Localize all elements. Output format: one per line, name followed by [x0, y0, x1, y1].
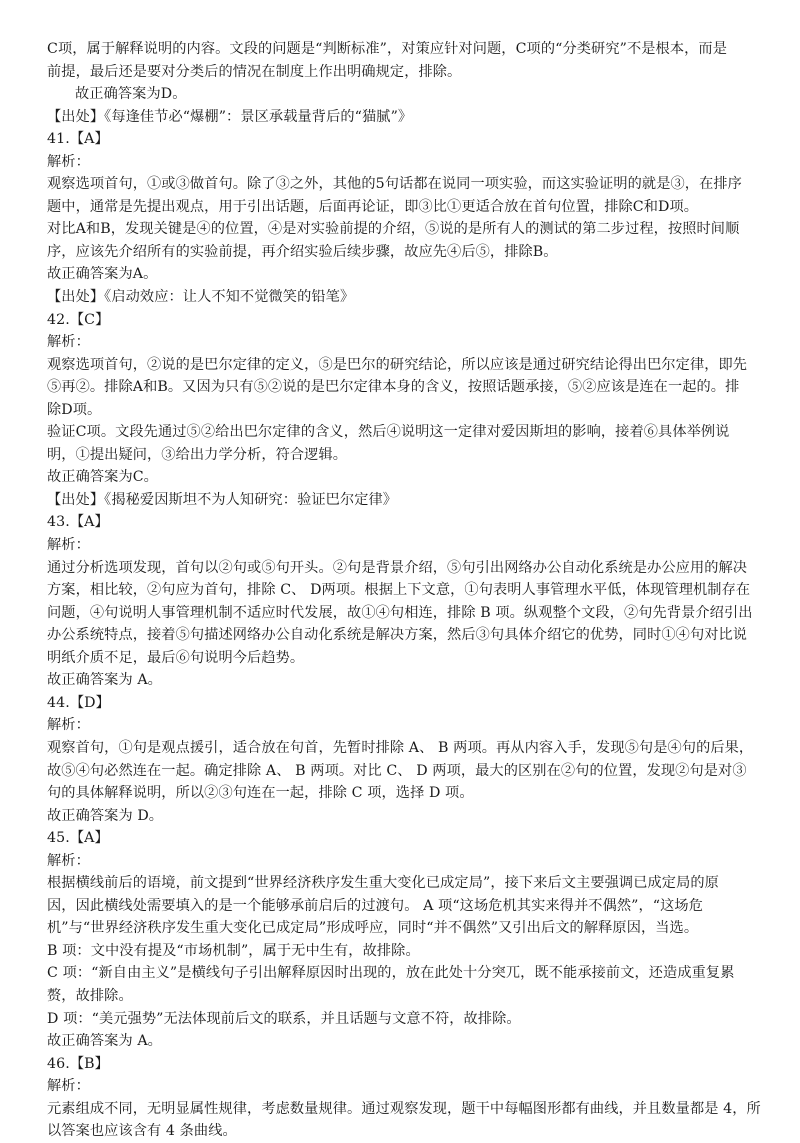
answer-line: 故正确答案为 A。: [47, 1033, 162, 1050]
qnum-block: [47, 827, 762, 850]
question-number-line: 42.【C】: [47, 311, 110, 328]
analysis-label-line: 解析：: [47, 334, 90, 351]
source-block: [47, 106, 762, 129]
para-block: [47, 962, 762, 1007]
body-text-line: 观察首句，①句是观点援引，适合放在句首，先暂时排除 A、 B 两项。再从内容入手，发现⑤句是④句的后果，: [47, 739, 754, 756]
body-text-line: 因，因此横线处需要填入的是一个能够承前启后的过渡句。 A 项“这场危机其实来得并不偶然”，“这场危: [47, 897, 703, 914]
body-text-line: 明，①提出疑问，③给出力学分析，符合逻辑。: [47, 446, 348, 463]
para-block: [47, 354, 762, 422]
body-text-line: 序，应该先介绍所有的实验前提，再介绍实验后续步骤，故应先④后⑤，排除B。: [47, 243, 558, 260]
answer-block: [47, 83, 762, 106]
answer-line: 故正确答案为D。: [75, 86, 187, 103]
label-block: [47, 1075, 762, 1098]
body-text-line: 除D项。: [47, 401, 102, 418]
body-text-line: C 项：“新自由主义”是横线句子引出解释原因时出现的，放在此处十分突兀，既不能承接前文，还造成重复累: [47, 965, 735, 982]
body-text-line: B 项：文中没有提及“市场机制”，属于无中生有，故排除。: [47, 942, 420, 959]
body-text-line: 明纸介质不足，最后⑥句说明今后趋势。: [47, 649, 305, 666]
source-block: [47, 489, 762, 512]
body-text-line: 验证C项。文段先通过⑤②给出巴尔定律的含义，然后④说明这一定律对爱因斯坦的影响，接着⑥具体举例说: [47, 424, 730, 441]
answer-block: [47, 805, 762, 828]
qnum-block: [47, 692, 762, 715]
para-block: [47, 737, 762, 805]
label-block: [47, 714, 762, 737]
para-block: [47, 218, 762, 263]
body-text-line: 机”与“世界经济秩序发生重大变化已成定局”形成呼应，同时“并不偶然”又引出后文的解释原因，当选。: [47, 920, 699, 937]
analysis-label-line: 解析：: [47, 717, 90, 734]
qnum-block: [47, 309, 762, 332]
body-text-line: 以答案也应该含有 4 条曲线。: [47, 1123, 237, 1140]
question-number-line: 41.【A】: [47, 131, 109, 148]
body-text-line: 根据横线前后的语境，前文提到“世界经济秩序发生重大变化已成定局”，接下来后文主要强调已成定局的原: [47, 875, 719, 892]
answer-block: [47, 466, 762, 489]
analysis-label-line: 解析：: [47, 153, 90, 170]
body-text-line: 题中，通常是先提出观点，用于引出话题，后面再论证，即③比①更适合放在首句位置，排除C和D项。: [47, 198, 699, 215]
answer-block: [47, 1030, 762, 1053]
body-text-line: 句的具体解释说明，所以②③句连在一起，排除 C 项，选择 D 项。: [47, 785, 474, 802]
para-block: [47, 38, 762, 83]
body-text-line: ⑤再②。排除A和B。又因为只有⑤②说的是巴尔定律本身的含义，按照话题承接，⑤②应该是连在一起的。排: [47, 379, 740, 396]
body-text-line: 故⑤④句必然连在一起。确定排除 A、 B 两项。对比 C、 D 两项，最大的区别在②句的位置，发现②句是对③: [47, 762, 747, 779]
body-text-line: D 项：“美元强势”无法体现前后文的联系，并且话题与文意不符，故排除。: [47, 1010, 521, 1027]
answer-line: 故正确答案为 D。: [47, 807, 164, 824]
body-text-line: 赘，故排除。: [47, 987, 133, 1004]
qnum-block: [47, 1053, 762, 1076]
label-block: [47, 331, 762, 354]
analysis-label-line: 解析：: [47, 537, 90, 554]
body-text-line: C项，属于解释说明的内容。文段的问题是“判断标准”，对策应针对问题，C项的“分类研究”不是根本，而是: [47, 41, 727, 57]
answer-line: 故正确答案为A。: [47, 266, 158, 283]
question-number-line: 43.【A】: [47, 514, 109, 531]
qnum-block: [47, 511, 762, 534]
body-text-line: 办公系统特点，接着⑤句描述网络办公自动化系统是解决方案，然后③句具体介绍它的优势，同时①④句对比说: [47, 627, 748, 644]
question-number-line: 45.【A】: [47, 830, 109, 847]
answer-block: [47, 263, 762, 286]
para-block: [47, 940, 762, 963]
label-block: [47, 534, 762, 557]
body-text-line: 观察选项首句，①或③做首句。除了③之外，其他的5句话都在说同一项实验，而这实验证明的就是③，在排序: [47, 176, 742, 193]
body-text-line: 元素组成不同，无明显属性规律，考虑数量规律。通过观察发现，题干中每幅图形都有曲线，并且数量都是 4，所: [47, 1100, 761, 1117]
source-citation-line: 【出处】《每逢佳节必“爆棚”：景区承载量背后的“猫腻”》: [47, 108, 413, 125]
source-block: [47, 286, 762, 309]
question-number-line: 44.【D】: [47, 694, 110, 711]
qnum-block: [47, 128, 762, 151]
para-block: [47, 872, 762, 940]
answer-line: 故正确答案为C。: [47, 469, 158, 486]
body-text-line: 观察选项首句，②说的是巴尔定律的定义，⑤是巴尔的研究结论，所以应该是通过研究结论得出巴尔定律，即先: [47, 356, 748, 373]
para-block: [47, 173, 762, 218]
source-citation-line: 【出处】《启动效应：让人不知不觉微笑的铅笔》: [47, 289, 355, 306]
answer-block: [47, 669, 762, 692]
body-text-line: 前提，最后还是要对分类后的情况在制度上作出明确规定，排除。: [47, 63, 462, 80]
para-block: [47, 557, 762, 670]
analysis-label-line: 解析：: [47, 1078, 90, 1095]
label-block: [47, 151, 762, 174]
para-block: [47, 1098, 762, 1143]
body-text-line: 对比A和B，发现关键是④的位置，④是对实验前提的介绍，⑤说的是所有人的测试的第二步过程，按照时间顺: [47, 221, 740, 238]
question-number-line: 46.【B】: [47, 1055, 109, 1072]
analysis-label-line: 解析：: [47, 852, 90, 869]
para-block: [47, 421, 762, 466]
answer-line: 故正确答案为 A。: [47, 672, 162, 689]
body-text-line: 问题，④句说明人事管理机制不适应时代发展，故①④句相连，排除 B 项。纵观整个文段，②句先背景介绍引出: [47, 604, 753, 621]
body-text-line: 通过分析选项发现，首句以②句或⑤句开头。②句是背景介绍，⑤句引出网络办公自动化系统是办公应用的解决: [47, 559, 748, 576]
source-citation-line: 【出处】《揭秘爱因斯坦不为人知研究：验证巴尔定律》: [47, 491, 398, 508]
body-text-line: 方案，相比较，②句应为首句，排除 C、 D两项。根据上下文意，①句表明人事管理水平低，体现管理机制存在: [47, 582, 751, 599]
label-block: [47, 850, 762, 873]
para-block: [47, 1008, 762, 1031]
